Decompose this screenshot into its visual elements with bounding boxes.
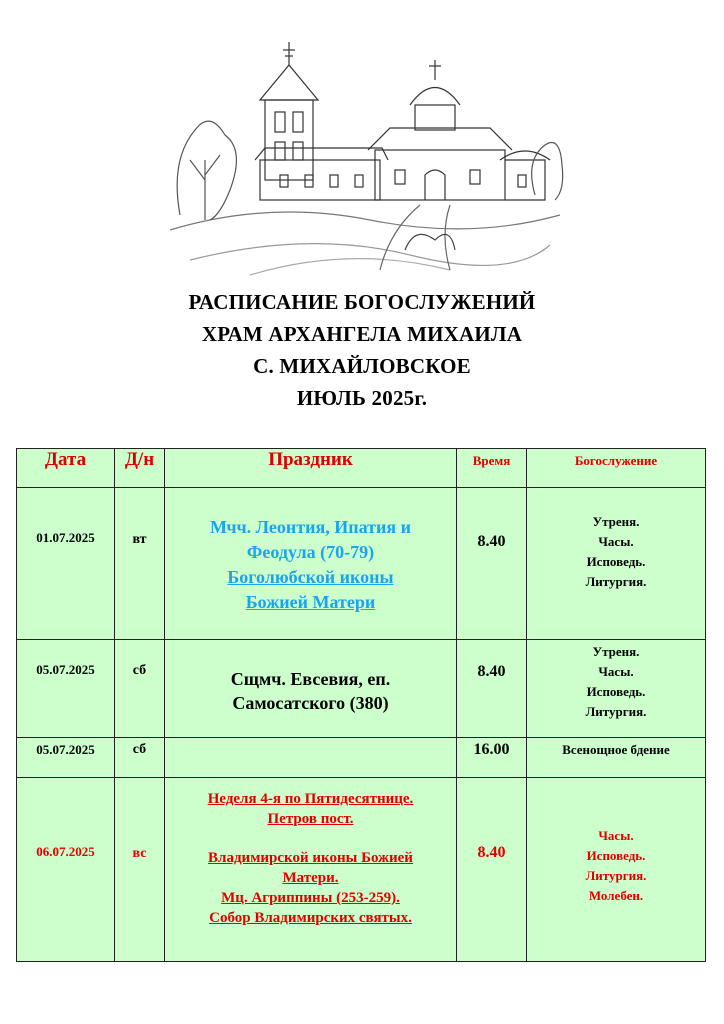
feast-link[interactable]: Божией Матери — [245, 592, 376, 612]
service-item: Всенощное бдение — [562, 742, 670, 757]
table-header-row — [17, 449, 706, 488]
feast-line: Самосатского (380) — [232, 693, 389, 713]
row-day-of-week: сб — [115, 640, 165, 738]
row-time: 16.00 — [457, 738, 527, 778]
table-row — [17, 640, 706, 738]
service-item: Молебен. — [588, 888, 644, 903]
feast-link[interactable]: Собор Владимирских святых. — [209, 910, 412, 926]
service-item: Утреня. — [592, 514, 640, 529]
row-feast — [165, 640, 457, 738]
header-time: Время — [457, 449, 527, 488]
month-year: ИЮЛЬ 2025г. — [296, 386, 428, 410]
row-day-of-week: вт — [115, 488, 165, 640]
services-table — [16, 448, 706, 962]
row-time: 8.40 — [457, 778, 527, 962]
service-item: Исповедь. — [586, 554, 646, 569]
row-services — [527, 738, 706, 778]
service-item: Исповедь. — [586, 684, 646, 699]
feast-link[interactable]: Владимирской иконы Божией — [208, 850, 413, 866]
row-feast — [165, 488, 457, 640]
schedule-title: РАСПИСАНИЕ БОГОСЛУЖЕНИЙ — [188, 290, 536, 314]
table-row — [17, 738, 706, 778]
row-time: 8.40 — [457, 488, 527, 640]
table-row — [17, 778, 706, 962]
row-services — [527, 488, 706, 640]
feast-link[interactable]: Боголюбской иконы — [227, 567, 394, 587]
service-item: Часы. — [598, 664, 634, 679]
service-item: Часы. — [598, 828, 634, 843]
header-day-of-week: Д/н — [115, 449, 165, 488]
row-services — [527, 778, 706, 962]
row-day-of-week: сб — [115, 738, 165, 778]
feast-line: Мчч. Леонтия, Ипатия и — [210, 517, 411, 537]
feast-link[interactable]: Мц. Агриппины (253-259). — [221, 890, 400, 906]
feast-link[interactable]: Петров пост. — [267, 811, 354, 827]
row-date: 01.07.2025 — [17, 488, 115, 640]
service-item: Литургия. — [585, 868, 647, 883]
feast-line: Сщмч. Евсевия, еп. — [230, 669, 391, 689]
header-date: Дата — [17, 449, 115, 488]
row-feast — [165, 738, 457, 778]
table-row — [17, 488, 706, 640]
feast-line: Феодула (70-79) — [246, 542, 375, 562]
row-day-of-week: вс — [115, 778, 165, 962]
row-services — [527, 640, 706, 738]
church-illustration — [150, 30, 570, 280]
row-time: 8.40 — [457, 640, 527, 738]
feast-link[interactable]: Матери. — [282, 870, 339, 886]
service-item: Литургия. — [585, 574, 647, 589]
row-feast — [165, 778, 457, 962]
row-date: 05.07.2025 — [17, 738, 115, 778]
service-item: Литургия. — [585, 704, 647, 719]
church-name: ХРАМ АРХАНГЕЛА МИХАИЛА — [201, 322, 523, 346]
service-item: Исповедь. — [586, 848, 646, 863]
feast-link[interactable]: Неделя 4-я по Пятидесятнице. — [207, 791, 414, 807]
row-date: 05.07.2025 — [17, 640, 115, 738]
village-name: С. МИХАЙЛОВСКОЕ — [253, 354, 471, 378]
service-item: Утреня. — [592, 644, 640, 659]
spacer — [165, 829, 456, 848]
header-feast: Праздник — [165, 449, 457, 488]
row-date: 06.07.2025 — [17, 778, 115, 962]
service-item: Часы. — [598, 534, 634, 549]
header-service: Богослужение — [527, 449, 706, 488]
